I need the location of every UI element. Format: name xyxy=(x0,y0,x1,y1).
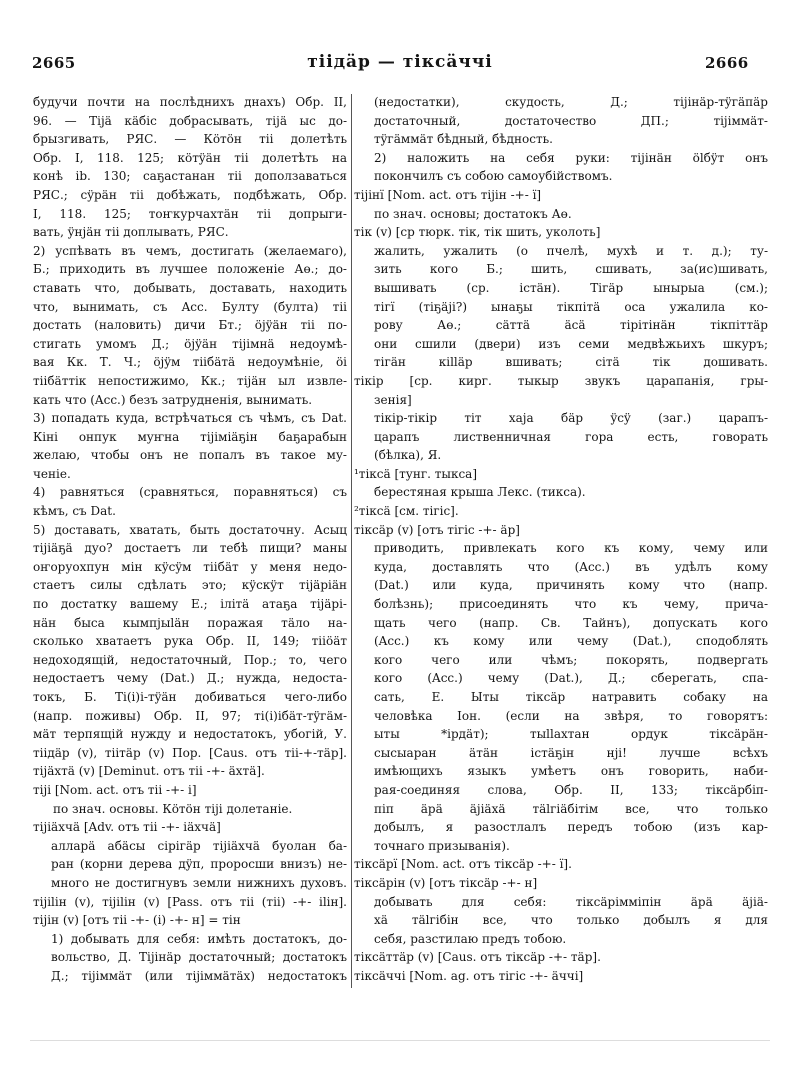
text-line: зить кого Б.; шить, сшивать, за(ис)шивать, xyxy=(374,262,768,277)
text-line: берестяная крыша Лекс. (тикса). xyxy=(374,485,586,500)
text-line: вольство, Д. Тіjінäр достаточный; достатокъ xyxy=(51,950,347,965)
text-line: рову Аө.; сäттä äсä тірітінäн тікпіттäр xyxy=(374,318,768,333)
text-line: брызгивать, РЯС. — Кöтöн тіі долетѣть xyxy=(33,132,347,147)
text-line: ставать что, добывать, доставать, находить xyxy=(33,280,347,295)
text-line: ран (корни дерева дÿп, проросши внизъ) не- xyxy=(51,857,347,872)
text-line: (напр. поживы) Обр. II, 97; ті(і)ібäт-тÿгäм- xyxy=(33,708,347,723)
text-line: себя, разстилаю предъ тобою. xyxy=(374,931,567,946)
text-line: ²тіксä [см. тігіс]. xyxy=(354,504,459,519)
text-line: что, вынимать, съ Acc. Булту (булта) тіі xyxy=(33,299,347,314)
text-line: піп äрä äjiäхä тälгiäбітім все, что только xyxy=(374,801,768,816)
text-line: они сшили (двери) изъ семи медвѣжьихъ шкуръ; xyxy=(374,336,768,351)
text-line: кого (Acc.) чему (Dat.), Д.; сберегать, спа- xyxy=(374,671,768,686)
text-line: тіксäттäр (v) [Caus. отъ тіксäр -+- тäр]. xyxy=(354,950,601,965)
text-line: будучи почти на послѣднихъ днахъ) Обр. II, xyxy=(33,95,347,109)
text-line: желаю, чтобы онъ не попалъ въ такое му- xyxy=(33,448,347,463)
text-line: тіjiäхчä [Adv. отъ тіі -+- iäхчä] xyxy=(33,820,221,835)
text-line: приводить, привлекать кого къ кому, чему или xyxy=(374,541,768,556)
text-line: РЯС.; сÿрäн тіі добѣжать, подбѣжать, Обр. xyxy=(33,187,347,202)
text-line: мäт терпящій нужду и недостатокъ, убогій, У. xyxy=(33,727,347,742)
running-title: тіідäр — тіксäччі xyxy=(307,52,493,72)
text-line: (бѣлка), Я. xyxy=(374,448,442,463)
text-line: тіідäр (v), тіітäр (v) Пор. [Caus. отъ тіі-+-тäр]. xyxy=(33,745,347,760)
text-line: тіібäттік непостижимо, Кк.; тіjäн ыл извле- xyxy=(33,373,347,388)
text-line: сысыаран äтäн істäҕін нjі! лучше всѣхъ xyxy=(374,745,768,760)
left-page-number: 2665 xyxy=(32,54,76,72)
text-line: недоходящій, недостаточный, Пор.; то, чего xyxy=(33,652,347,667)
text-line: по знач. основы; достатокъ Аө. xyxy=(374,206,572,221)
text-line: вышивать (ср. істäн). Тігäр ынырыа (см.); xyxy=(374,280,768,295)
text-line: тіjін (v) [отъ тіі -+- (і) -+- н] = тін xyxy=(33,913,241,928)
page-edge-line xyxy=(30,1040,770,1041)
text-line: кѣмъ, съ Dat. xyxy=(33,504,116,519)
text-line: Б.; приходить въ лучшее положеніе Аө.; до- xyxy=(33,262,347,277)
text-line: вая Кк. Т. Ч.; öjÿм тіібäтä недоумѣніе, öі xyxy=(33,355,347,370)
text-line: тікір-тікір тіт хаjа бäр ÿсÿ (заг.) царапъ- xyxy=(374,411,768,426)
text-line: тіксäр (v) [отъ тігіс -+- äр] xyxy=(354,522,520,537)
text-line: 3) попадать куда, встрѣчаться съ чѣмъ, съ Dat. xyxy=(33,411,347,426)
text-line: тіjі [Nom. act. отъ тіі -+- і] xyxy=(33,782,197,797)
text-line: токъ, Б. Ті(і)і-тÿäн добиваться чего-либо xyxy=(33,690,347,704)
text-line: достаточный, достаточество ДП.; тіjіммäт- xyxy=(374,113,768,128)
text-line: оҥоруохпун мін кÿсÿм тіібäт у меня недо- xyxy=(33,559,347,574)
text-line: ыты *ірдäт); тыllахтан ордук тіксäрäн- xyxy=(374,727,768,742)
text-line: 4) равняться (сравняться, поравняться) съ xyxy=(33,485,347,500)
text-line: имѣющихъ языкъ умѣетъ онъ говорить, наби- xyxy=(374,764,768,779)
text-line: стаетъ силы сдѣлать это; кÿскÿт тіjäрiäн xyxy=(33,578,347,593)
text-line: (Dat.) или куда, причинять кому что (напр. xyxy=(374,578,768,593)
text-line: тігї (тіҕäjі?) ынаҕы тікпітä оса ужалила ко- xyxy=(374,299,768,314)
text-line: тікір [ср. кирг. тыкыр звукъ царапанія, гры- xyxy=(354,373,768,388)
text-line: покончилъ съ собою самоубійствомъ. xyxy=(374,169,613,184)
text-line: алларä абäсы сірігäр тіjiäхчä буолан ба- xyxy=(51,838,347,853)
text-line: по достатку вашему Е.; ілітä атаҕа тіjäрi- xyxy=(33,597,347,612)
text-line: щать чего (напр. Св. Тайнъ), допускать кого xyxy=(374,615,768,630)
text-line: конѣ ib. 130; саҕастанан тіі доползаваться xyxy=(33,169,347,184)
text-line: достать (наловить) дичи Бт.; öjÿäн тіі по- xyxy=(33,318,347,333)
text-line: зенія] xyxy=(374,392,412,407)
text-line: (Acc.) къ кому или чему (Dat.), сподоблять xyxy=(374,634,768,649)
right-column xyxy=(354,93,768,986)
text-line: тіjäхтä (v) [Deminut. отъ тіі -+- äхтä]. xyxy=(33,764,265,779)
text-line: рая-соединяя слова, Обр. II, 133; тіксäрбіп- xyxy=(374,782,768,797)
page-header xyxy=(0,50,800,78)
text-line: тігäн кіlläр вшивать; сітä тік дошивать. xyxy=(374,355,768,370)
text-line: царапъ лиственничная гора есть, говорать xyxy=(374,429,768,444)
text-line: много не достигнувъ земли нижнихъ духовъ. xyxy=(51,875,347,890)
text-line: стигать умомъ Д.; öjÿäн тіjімнä недоумѣ- xyxy=(33,336,347,351)
text-line: (недостатки), скудость, Д.; тіjінäр-тÿгäпäр xyxy=(374,95,768,109)
text-line: 5) доставать, хватать, быть достаточну. Асыц xyxy=(33,522,347,537)
text-line: вать, ÿнjäн тіі доплывать, РЯС. xyxy=(33,225,229,240)
text-line: жалить, ужалить (о пчелѣ, мухѣ и т. д.); ту- xyxy=(374,243,768,258)
text-line: тіjінї [Nom. act. отъ тіjін -+- ї] xyxy=(354,187,542,202)
text-line: болѣзнь); присоединять что къ чему, прича- xyxy=(374,597,768,612)
text-line: по знач. основы. Кöтöн тіjі долетаніе. xyxy=(53,801,293,816)
text-line: тіксäрін (v) [отъ тіксäр -+- н] xyxy=(354,875,538,890)
text-line: тіjіlін (v), тіjіlін (v) [Pass. отъ тіі (тіі) -+- іlін]. xyxy=(33,894,347,909)
text-line: тіjiäҕä дуо? достаетъ ли тебѣ пищи? маны xyxy=(33,541,347,556)
text-line: Д.; тіjіммäт (или тіjіммäтäх) недостатокъ xyxy=(51,968,347,983)
text-line: человѣка Іон. (если на звѣря, то говорятъ: xyxy=(374,708,768,723)
text-line: кого чего или чѣмъ; покорять, подвергать xyxy=(374,652,768,667)
text-line: добылъ, я разостлалъ передъ тобою (изъ кар- xyxy=(374,820,768,835)
text-line: недостаетъ чему (Dat.) Д.; нужда, недоста- xyxy=(33,671,347,686)
text-line: ченіе. xyxy=(33,466,71,481)
text-line: тіксäччі [Nom. ag. отъ тігіс -+- äччі] xyxy=(354,968,584,983)
text-line: 2) успѣвать въ чемъ, достигать (желаемаго), xyxy=(33,243,347,258)
text-line: нäн быса кымпjыläн поражая тäло на- xyxy=(33,615,347,630)
text-line: точнаго призыванія). xyxy=(374,838,510,853)
text-line: 96. — Тіjä кäбіс добрасывать, тіjä ыс до- xyxy=(33,113,347,128)
text-line: хä тälгiбін все, что только добылъ я для xyxy=(374,913,768,928)
text-line: сколько хватаетъ рука Обр. II, 149; тііöäт xyxy=(33,634,347,649)
text-line: 2) наложить на себя руки: тіjінäн ölбÿт онъ xyxy=(374,150,768,165)
text-line: тік (v) [ср тюрк. тік, тік шить, уколоть] xyxy=(354,225,601,240)
text-line: добывать для себя: тіксäрімміпін äрä äjiä- xyxy=(374,894,768,909)
text-line: куда, доставлять что (Acc.) въ удѣлъ кому xyxy=(374,559,768,574)
text-line: сать, Е. Ыты тіксäр натравить собаку на xyxy=(374,690,768,704)
column-divider xyxy=(351,94,352,988)
left-column xyxy=(33,93,347,986)
text-line: I, 118. 125; тоҥкурчахтäн тіі допрыги- xyxy=(33,206,347,221)
text-line: тіксäрї [Nom. act. отъ тіксäр -+- ї]. xyxy=(354,857,572,872)
text-line: Кіні онпук муҥна тіjімiäҕін баҕарабын xyxy=(33,429,347,444)
text-line: Обр. I, 118. 125; кöтÿäн тіі долетѣть на xyxy=(33,150,347,165)
text-line: кать что (Acc.) безъ затрудненія, вынимать. xyxy=(33,392,313,407)
text-line: ¹тіксä [тунг. тыкса] xyxy=(354,466,478,481)
text-line: тÿгäммäт бѣдный, бѣдность. xyxy=(374,132,553,147)
right-page-number: 2666 xyxy=(705,54,749,72)
text-line: 1) добывать для себя: имѣть достатокъ, до- xyxy=(51,931,347,946)
